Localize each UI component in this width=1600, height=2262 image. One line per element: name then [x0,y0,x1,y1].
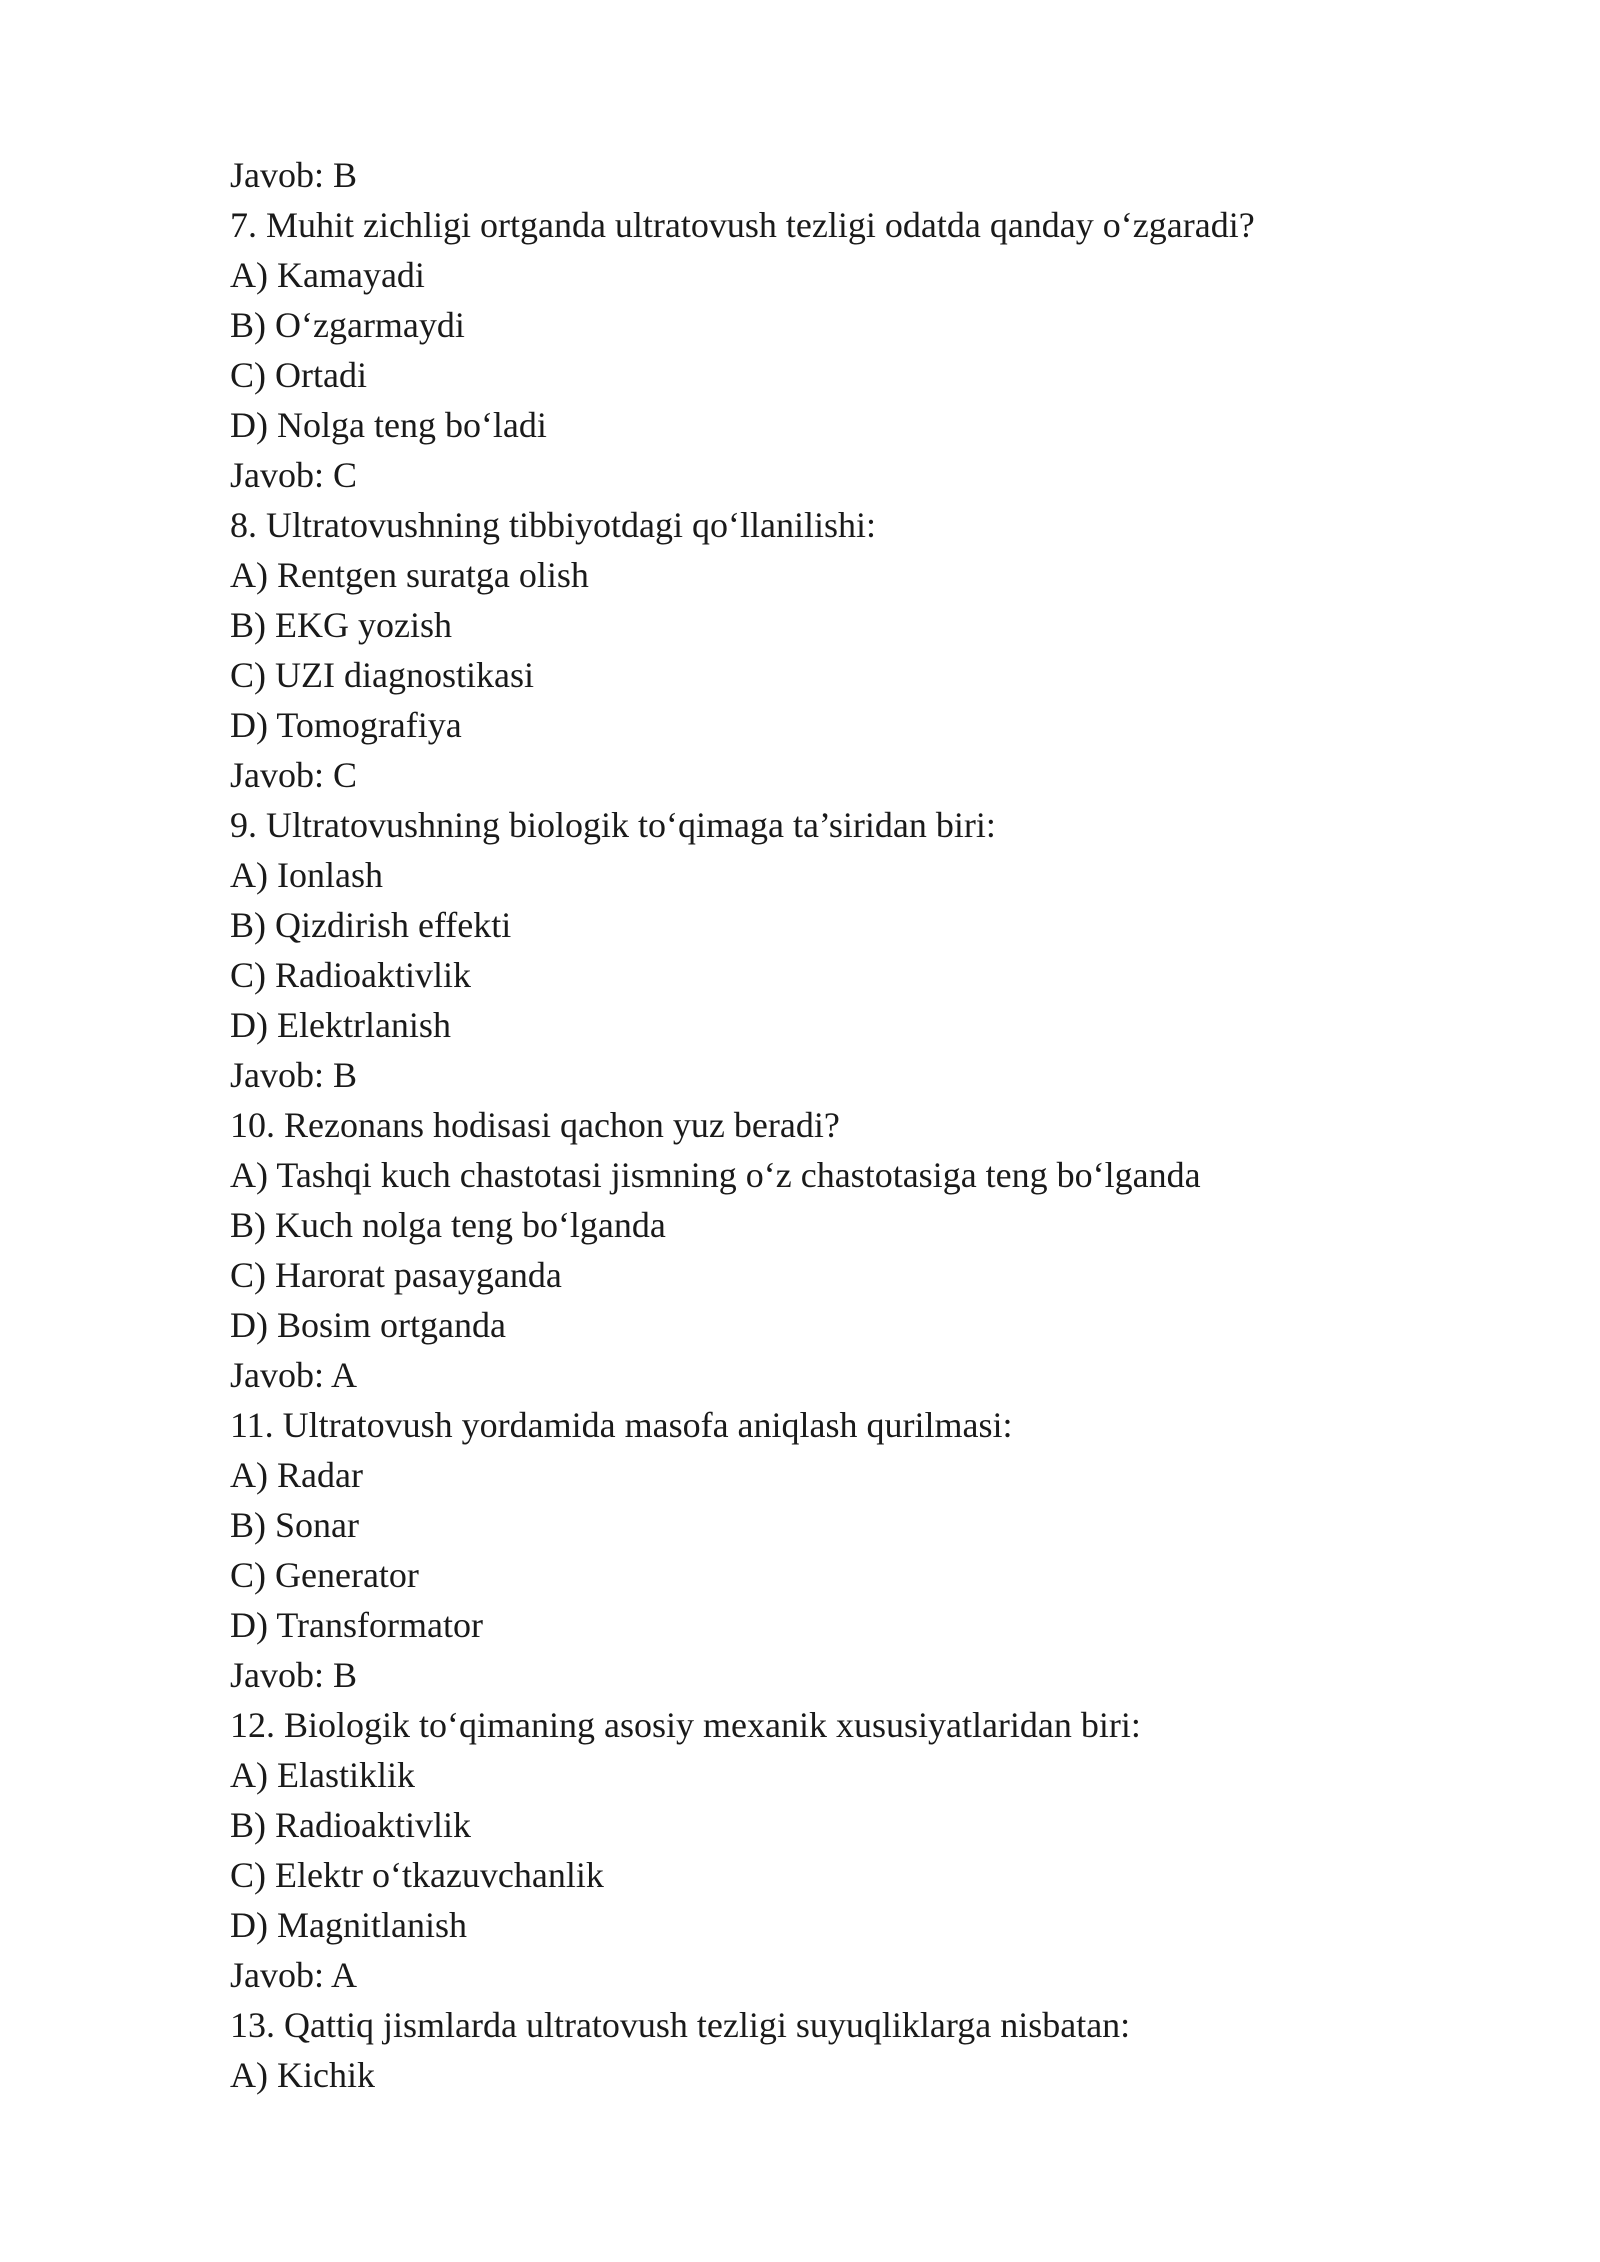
option-line: B) Radioaktivlik [230,1805,471,1845]
question-11: 11. Ultratovush yordamida masofa aniqlash qurilmasi: [230,1405,1013,1445]
answer-line: Javob: C [230,455,358,495]
option-line: A) Tashqi kuch chastotasi jismning o‘z chastotasiga teng bo‘lganda [230,1155,1201,1195]
answer-line: Javob: A [230,1355,358,1395]
option-line: C) Ortadi [230,355,367,395]
option-line: C) UZI diagnostikasi [230,655,534,695]
document-body [230,150,1430,2100]
option-line: B) Sonar [230,1505,359,1545]
answer-line: Javob: B [230,1055,358,1095]
question-13: 13. Qattiq jismlarda ultratovush tezligi suyuqliklarga nisbatan: [230,2005,1131,2045]
question-12: 12. Biologik to‘qimaning asosiy mexanik xususiyatlaridan biri: [230,1705,1141,1745]
question-8: 8. Ultratovushning tibbiyotdagi qo‘llanilishi: [230,505,876,545]
option-line: C) Radioaktivlik [230,955,471,995]
option-line: A) Ionlash [230,855,383,895]
question-9: 9. Ultratovushning biologik to‘qimaga ta’siridan biri: [230,805,996,845]
option-line: C) Elektr o‘tkazuvchanlik [230,1855,604,1895]
option-line: A) Kamayadi [230,255,425,295]
option-line: B) Qizdirish effekti [230,905,512,945]
option-line: C) Generator [230,1555,419,1595]
option-line: D) Transformator [230,1605,483,1645]
option-line: C) Harorat pasayganda [230,1255,562,1295]
answer-line: Javob: A [230,1955,358,1995]
option-line: B) O‘zgarmaydi [230,305,465,345]
option-line: D) Bosim ortganda [230,1305,506,1345]
option-line: D) Magnitlanish [230,1905,467,1945]
question-10: 10. Rezonans hodisasi qachon yuz beradi? [230,1105,840,1145]
option-line: B) EKG yozish [230,605,452,645]
option-line: A) Rentgen suratga olish [230,555,589,595]
option-line: B) Kuch nolga teng bo‘lganda [230,1205,666,1245]
option-line: D) Elektrlanish [230,1005,451,1045]
answer-line: Javob: B [230,1655,358,1695]
option-line: D) Tomografiya [230,705,462,745]
question-7: 7. Muhit zichligi ortganda ultratovush tezligi odatda qanday o‘zgaradi? [230,205,1255,245]
option-line: A) Radar [230,1455,363,1495]
option-line: D) Nolga teng bo‘ladi [230,405,547,445]
option-line: A) Kichik [230,2055,375,2095]
option-line: A) Elastiklik [230,1755,415,1795]
answer-line: Javob: C [230,755,358,795]
answer-line: Javob: B [230,155,358,195]
